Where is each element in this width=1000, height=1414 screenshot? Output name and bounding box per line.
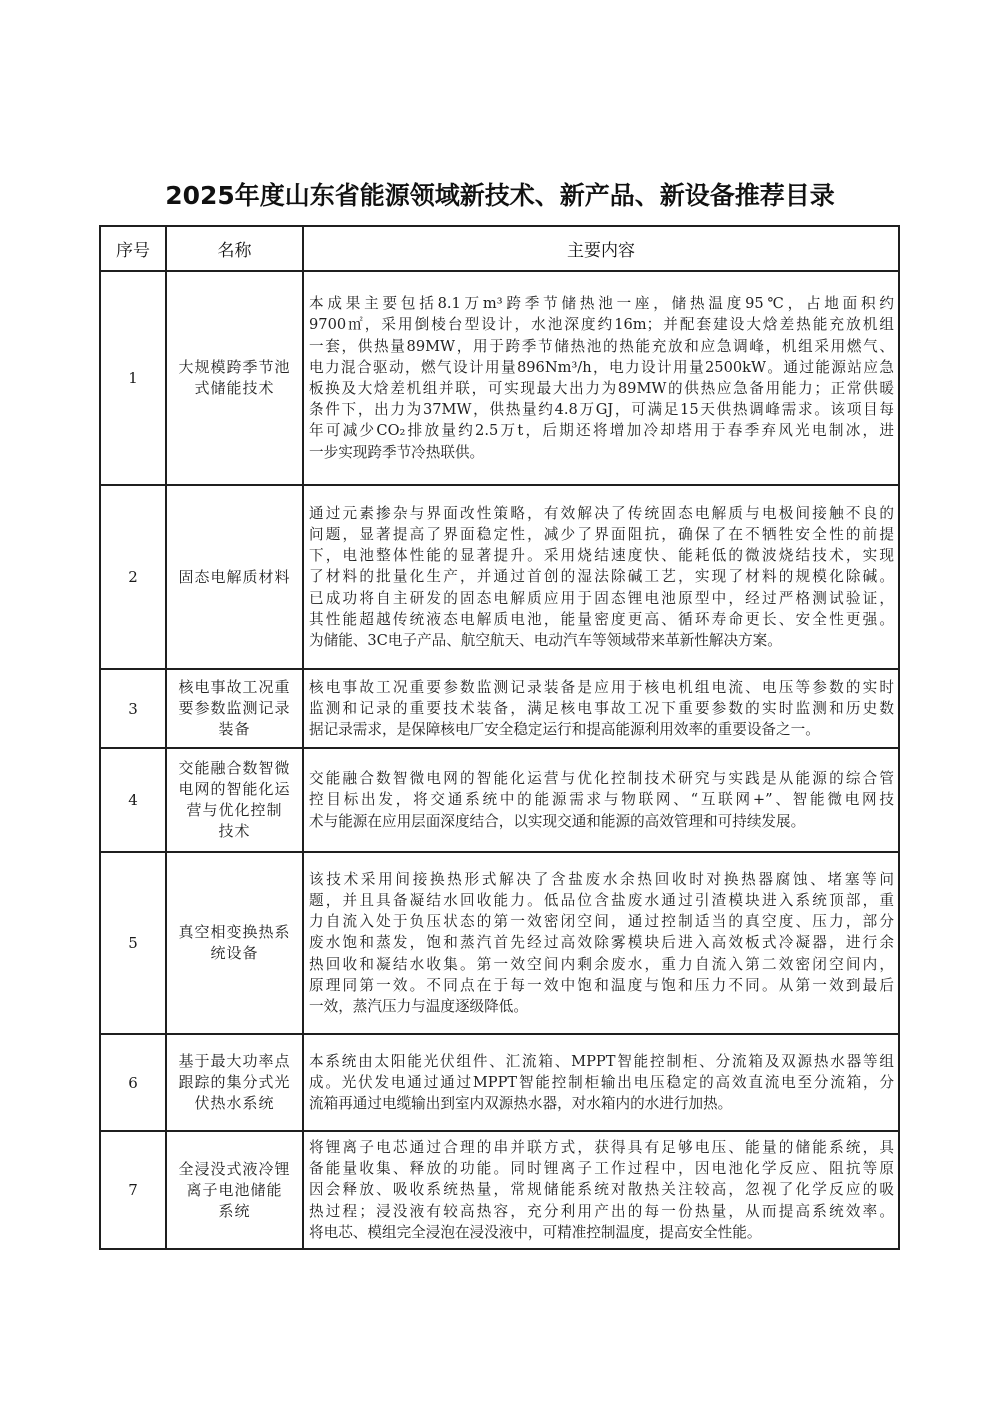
- row-content-line: 核电事故工况重要参数监测记录装备是应用于核电机组电流、电压等参数的实时: [309, 678, 894, 696]
- row-name-line: 技术: [218, 822, 251, 840]
- row-name-line: 基于最大功率点: [178, 1052, 291, 1070]
- row-name-line: 真空相变换热系: [178, 923, 291, 941]
- row-main-content: [303, 1131, 899, 1249]
- row-name-line: 核电事故工况重: [178, 678, 291, 696]
- row-content-line: 力自流入处于负压状态的第一效密闭空间，通过控制适当的真空度、压力，部分: [309, 913, 894, 931]
- row-content-line: 为储能、3C电子产品、航空航天、电动汽车等领域带来革新性解决方案。: [309, 632, 782, 649]
- row-name-line: 固态电解质材料: [178, 567, 291, 586]
- row-main-content: [303, 271, 899, 485]
- table-header-row: [100, 226, 899, 271]
- table-row: [100, 485, 899, 669]
- row-content-line: 下，电池整体性能的显著提升。采用烧结速度快、能耗低的微波烧结技术，实现: [309, 547, 894, 565]
- row-name: [166, 485, 303, 669]
- row-name-line: 系统: [218, 1201, 251, 1220]
- row-name-line: 要参数监测记录: [178, 699, 291, 717]
- document-title: 2025年度山东省能源领域新技术、新产品、新设备推荐目录: [165, 181, 835, 210]
- row-name: [166, 852, 303, 1034]
- row-name: [166, 748, 303, 852]
- row-content-line: 热回收和凝结水收集。第一效空间内剩余废水，重力自流入第二效密闭空间内，: [309, 955, 894, 973]
- row-main-content: [303, 1034, 899, 1131]
- row-content-line: 将锂离子电芯通过合理的串并联方式，获得具有足够电压、能量的储能系统，具: [309, 1138, 894, 1156]
- table-row: [100, 1034, 899, 1131]
- row-content-line: 了材料的批量化生产，并通过首创的湿法除碱工艺，实现了材料的规模化除碱。: [309, 568, 894, 586]
- row-content-line: 交能融合数智微电网的智能化运营与优化控制技术研究与实践是从能源的综合管: [309, 770, 894, 788]
- table-row: [100, 852, 899, 1034]
- row-content-line: 一套，供热量89MW，用于跨季节储热池的热能充放和应急调峰，机组采用燃气、: [309, 337, 894, 355]
- row-content-line: 术与能源在应用层面深度结合，以实现交通和能源的高效管理和可持续发展。: [309, 812, 806, 830]
- row-serial-number: 6: [100, 1034, 166, 1131]
- row-main-content: [303, 748, 899, 852]
- row-main-content: [303, 669, 899, 748]
- row-name: [166, 669, 303, 748]
- header-name: 名称: [166, 226, 303, 271]
- row-content-line: 监测和记录的重要技术装备，满足核电事故工况下重要参数的实时监测和历史数: [309, 699, 894, 717]
- row-content-line: 年可减少CO₂排放量约2.5万t，后期还将增加冷却塔用于春季弃风光电制冰，进: [309, 422, 894, 440]
- row-content-line: 9700㎡，采用倒棱台型设计，水池深度约16m；并配套建设大焓差热能充放机组: [309, 316, 894, 334]
- row-content-line: 备能量收集、释放的功能。同时锂离子工作过程中，因电池化学反应、阻抗等原: [309, 1160, 894, 1178]
- row-name: [166, 271, 303, 485]
- row-serial-number: 7: [100, 1131, 166, 1249]
- row-serial-number: 5: [100, 852, 166, 1034]
- row-name-line: 离子电池储能: [186, 1180, 283, 1199]
- row-content-line: 本系统由太阳能光伏组件、汇流箱、MPPT智能控制柜、分流箱及双源热水器等组: [309, 1052, 894, 1070]
- row-content-line: 废水饱和蒸发，饱和蒸汽首先经过高效除雾模块后进入高效板式冷凝器，进行余: [309, 934, 894, 952]
- row-content-line: 题，并且具备凝结水回收能力。低品位含盐废水通过引渣模块进入系统顶部，重: [309, 891, 894, 909]
- row-content-line: 已成功将自主研发的固态电解质应用于固态锂电池原型中，经过严格测试验证，: [309, 589, 894, 607]
- row-name-line: 大规模跨季节池: [178, 358, 291, 376]
- row-content-line: 条件下，出力为37MW，供热量约4.8万GJ，可满足15天供热调峰需求。该项目每: [309, 401, 894, 419]
- row-content-line: 据记录需求，是保障核电厂安全稳定运行和提高能源利用效率的重要设备之一。: [309, 721, 820, 739]
- row-name-line: 跟踪的集分式光: [178, 1073, 291, 1091]
- row-name-line: 装备: [218, 720, 251, 738]
- table-row: [100, 1131, 899, 1249]
- row-main-content: [303, 485, 899, 669]
- row-name-line: 交能融合数智微: [178, 759, 291, 777]
- row-content-line: 问题，显著提高了界面稳定性，减少了界面阻抗，确保了在不牺牲安全性的前提: [309, 525, 894, 543]
- row-name: [166, 1131, 303, 1249]
- row-name-line: 式储能技术: [194, 379, 275, 397]
- row-serial-number: 4: [100, 748, 166, 852]
- row-main-content: [303, 852, 899, 1034]
- row-name-line: 统设备: [210, 944, 259, 962]
- row-content-line: 板换及大焓差机组并联，可实现最大出力为89MW的供热应急备用能力；正常供暖: [309, 380, 894, 397]
- header-main-content: 主要内容: [303, 226, 899, 271]
- row-content-line: 热过程；浸没液有较高热容，充分利用产出的每一份热量，从而提高系统效率。: [309, 1202, 894, 1220]
- row-serial-number: 2: [100, 485, 166, 669]
- row-serial-number: 3: [100, 669, 166, 748]
- recommendation-table: [99, 225, 900, 1250]
- header-serial-number: 序号: [100, 226, 166, 271]
- row-content-line: 通过元素掺杂与界面改性策略，有效解决了传统固态电解质与电极间接触不良的: [309, 504, 894, 522]
- row-content-line: 将电芯、模组完全浸泡在浸没液中，可精准控制温度，提高安全性能。: [309, 1223, 762, 1241]
- row-content-line: 成。光伏发电通过通过MPPT智能控制柜输出电压稳定的高效直流电至分流箱，分: [309, 1073, 894, 1091]
- row-content-line: 流箱再通过电缆输出到室内双源热水器，对水箱内的水进行加热。: [309, 1095, 733, 1113]
- row-content-line: 本成果主要包括8.1万m³跨季节储热池一座，储热温度95℃，占地面积约: [309, 295, 894, 313]
- row-content-line: 电力混合驱动，燃气设计用量896Nm³/h，电力设计用量2500kW。通过能源站应急: [309, 358, 894, 376]
- row-content-line: 因会释放、吸收系统热量，常规储能系统对散热关注较高，忽视了化学反应的吸: [309, 1181, 894, 1199]
- table-row: [100, 748, 899, 852]
- row-name-line: 营与优化控制: [186, 801, 283, 819]
- row-content-line: 一效，蒸汽压力与温度逐级降低。: [309, 998, 528, 1015]
- row-name-line: 全浸没式液冷锂: [178, 1159, 291, 1178]
- table-row: [100, 669, 899, 748]
- row-name-line: 伏热水系统: [194, 1094, 275, 1112]
- table-row: [100, 271, 899, 485]
- row-content-line: 原理同第一效。不同点在于每一效中饱和温度与饱和压力不同。从第一效到最后: [309, 976, 894, 994]
- row-content-line: 一步实现跨季节冷热联供。: [309, 443, 485, 461]
- row-name-line: 电网的智能化运: [178, 780, 291, 798]
- row-name: [166, 1034, 303, 1131]
- row-serial-number: 1: [100, 271, 166, 485]
- row-content-line: 该技术采用间接换热形式解决了含盐废水余热回收时对换热器腐蚀、堵塞等问: [309, 870, 894, 888]
- row-content-line: 其性能超越传统液态电解质电池，能量密度更高、循环寿命更长、安全性更强。: [309, 610, 894, 628]
- row-content-line: 控目标出发，将交通系统中的能源需求与物联网、“互联网+”、智能微电网技: [309, 791, 894, 809]
